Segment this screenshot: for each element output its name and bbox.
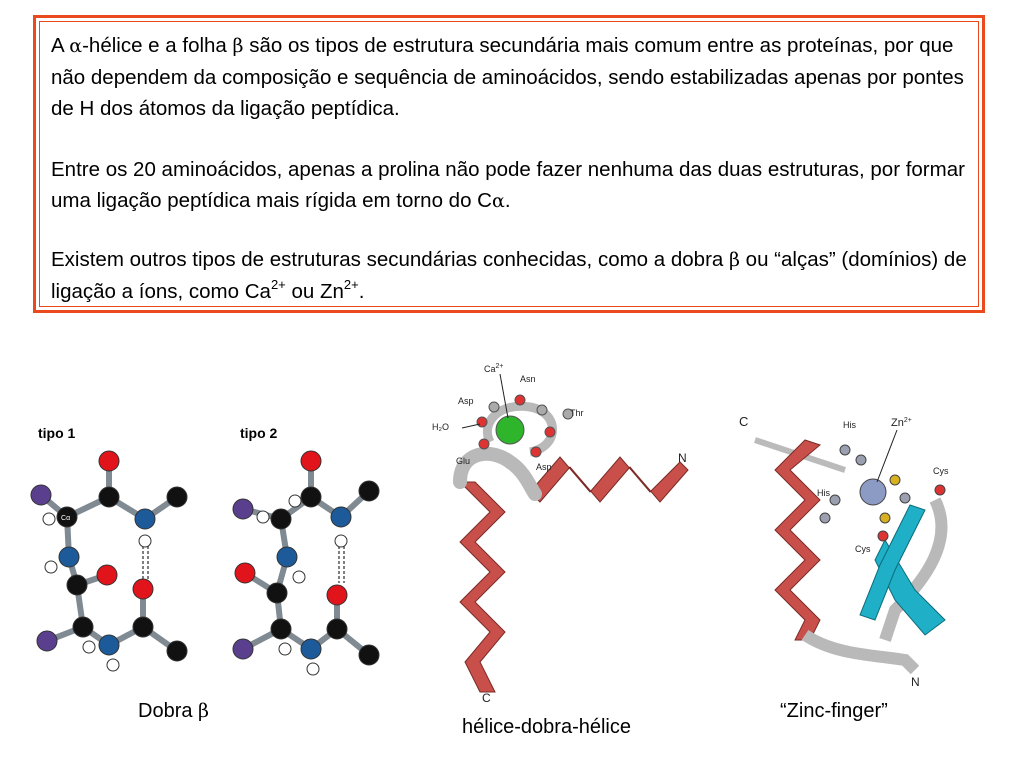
text-box [33,15,985,313]
label-asn: Asn [520,374,536,384]
label-cys-1: Cys [933,466,949,476]
caption-beta-turn: Dobra β [138,700,210,722]
label-his-1: His [843,420,856,430]
zinc-finger-model [735,400,985,690]
caption-zinc-finger: “Zinc-finger” [780,700,888,722]
paragraph-other-structures: Existem outros tipos de estruturas secundárias conhecidas, como a dobra β ou “alças” (domínios) de ligação a íons, como $Ca^{2+}$ ou $Zn^{2+}$. [51,248,967,303]
beta-turn-type-2-model [225,445,405,675]
label-c-terminus-hth: C [482,691,491,705]
label-zinc: $Zn^{2+}$ [891,417,912,429]
beta-turn-type-1-model [25,445,205,675]
label-water: H₂O [432,422,449,432]
label-asp-2: Asp [536,462,552,472]
label-n-terminus-zinc: N [911,675,920,689]
label-his-2: His [817,488,830,498]
helix-turn-helix-model [420,352,710,707]
label-thr: Thr [570,408,584,418]
label-type-1: tipo 1 [38,425,76,441]
label-calcium: $Ca^{2+}$ [484,363,504,374]
alpha-carbon-label: Cα [61,515,71,522]
label-cys-2: Cys [855,544,871,554]
label-asp-1: Asp [458,396,474,406]
label-glu: Glu [456,456,471,466]
label-c-terminus-zinc: C [739,414,749,429]
paragraph-proline: Entre os 20 aminoácidos, apenas a prolina não pode fazer nenhuma das duas estruturas, por formar uma ligação peptídica mais rígida em torno do Cα. [51,158,965,212]
paragraph-secondary-structures: A α-hélice e a folha β são os tipos de estrutura secundária mais comum entre as proteínas, por que não dependem da composição e sequência de aminoácidos, sendo estabilizadas apenas por pontes de H dos átomos da ligação peptídica. [51,34,964,120]
caption-helix-turn-helix: hélice-dobra-hélice [462,716,631,738]
label-n-terminus-hth: N [678,451,687,465]
label-type-2: tipo 2 [240,425,278,441]
